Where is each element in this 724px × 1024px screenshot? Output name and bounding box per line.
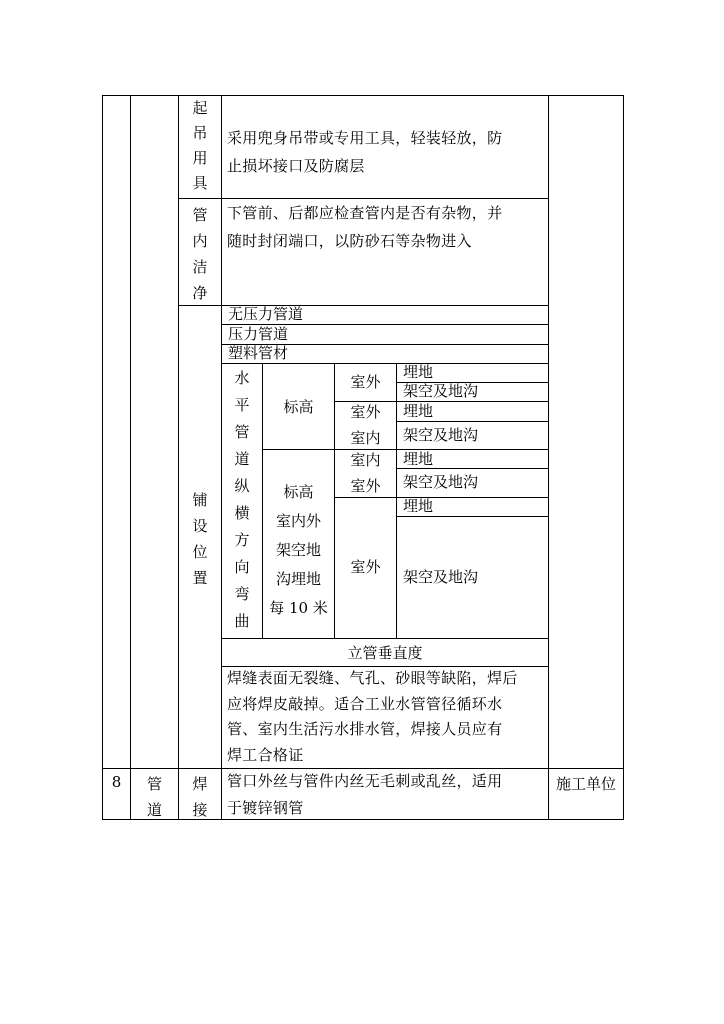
pipe-cleanliness-line-2: 随时封闭端口，以防砂石等杂物进入	[227, 232, 472, 250]
per10m-sub-outdoor: 室外	[350, 477, 381, 495]
per10m-label-line-3: 架空地	[275, 541, 321, 559]
lifting-tool-label	[179, 96, 221, 196]
lifting-tool-label-text: 起吊用具	[192, 99, 208, 192]
weld-line-4: 焊工合格证	[227, 745, 304, 764]
pipe-cleanliness-content	[227, 199, 502, 255]
per10m-leaf-buried-2: 埋地	[403, 497, 434, 515]
vertical-pipe-label: 立管垂直度	[347, 644, 423, 662]
weld-requirement-text	[227, 666, 518, 768]
elevation-sub-outdoor-2: 室外	[350, 403, 381, 421]
elevation-sub-indoor: 室内	[350, 429, 381, 447]
laying-position-label	[179, 487, 221, 591]
horizontal-bend-label	[222, 365, 262, 635]
weld-line-2: 应将焊皮敲掉。适合工业水管管径循环水	[227, 694, 503, 713]
elevation-sub-outdoor-1: 室外	[350, 373, 381, 391]
item-pressure-pipe: 压力管道	[228, 325, 289, 343]
lifting-tool-line-1: 采用兜身吊带或专用工具，轻装轻放，防	[227, 129, 503, 147]
per10m-sub-indoor: 室内	[350, 451, 381, 469]
per10m-leaf-overhead-1: 架空及地沟	[403, 473, 479, 491]
per10m-label-line-4: 沟埋地	[275, 570, 321, 588]
elevation-leaf-buried-2: 埋地	[403, 402, 434, 420]
row8-number: 8	[111, 773, 122, 791]
row8-category-text: 管道	[146, 775, 162, 819]
row8-item	[179, 771, 221, 823]
row8-content	[227, 768, 502, 822]
lifting-tool-content	[227, 124, 502, 180]
row8-item-text: 焊接	[192, 775, 208, 819]
elevation-leaf-overhead-1: 架空及地沟	[403, 382, 479, 400]
per10m-leaf-buried-1: 埋地	[403, 450, 434, 468]
item-plastic-pipe: 塑料管材	[228, 344, 289, 362]
per10m-leaf-overhead-2: 架空及地沟	[403, 568, 479, 586]
elevation-label: 标高	[283, 398, 314, 416]
per10m-sub-outdoor-bottom: 室外	[350, 558, 381, 576]
lifting-tool-line-2: 止损坏接口及防腐层	[227, 157, 365, 175]
elevation-leaf-buried-1: 埋地	[403, 363, 434, 381]
elevation-leaf-overhead-2: 架空及地沟	[403, 426, 479, 444]
per10m-label-line-5: 每 10 米	[269, 599, 328, 617]
row8-line-2: 于镀锌钢管	[227, 799, 304, 817]
row8-responsible-text: 施工单位	[555, 775, 616, 793]
laying-position-label-text: 铺设位置	[192, 491, 208, 587]
horizontal-bend-label-text: 水平管道纵横方向弯曲	[234, 369, 250, 630]
item-no-pressure-pipe: 无压力管道	[228, 305, 304, 323]
row8-line-1: 管口外丝与管件内丝无毛刺或乱丝，适用	[227, 772, 503, 790]
weld-line-3: 管、室内生活污水排水管，焊接人员应有	[227, 720, 503, 738]
pipe-cleanliness-line-1: 下管前、后都应检查管内是否有杂物，并	[227, 204, 503, 222]
weld-line-1: 焊缝表面无裂缝、气孔、砂眼等缺陷，焊后	[227, 669, 518, 687]
per10m-label	[263, 478, 334, 623]
row8-responsible	[549, 771, 623, 797]
pipe-cleanliness-label-text: 管内洁净	[192, 206, 208, 302]
row8-category	[131, 771, 178, 823]
per10m-label-line-1: 标高	[283, 483, 314, 501]
pipe-cleanliness-label	[179, 202, 221, 306]
per10m-label-line-2: 室内外	[275, 512, 321, 530]
